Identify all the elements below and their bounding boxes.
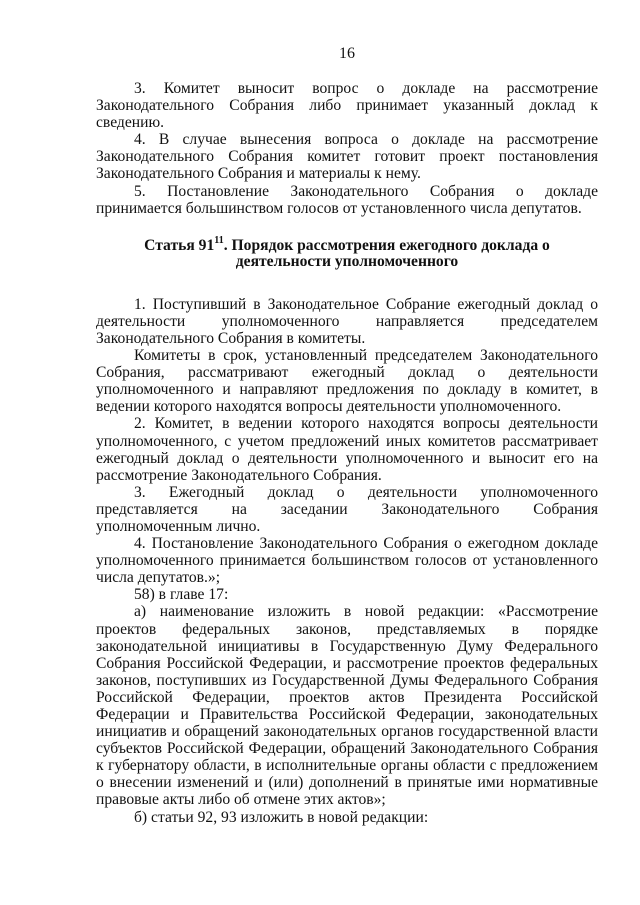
paragraph: 4. В случае вынесения вопроса о докладе на рассмотрение Законодательного Собрания комитет готовит проект постановления Законодательного Собрания и материалы к нему. <box>96 131 598 183</box>
paragraph: 3. Комитет выносит вопрос о докладе на рассмотрение Законодательного Собрания либо принимает указанный доклад к сведению. <box>96 80 598 132</box>
article-heading-title-line2: деятельности уполномоченного <box>235 252 459 270</box>
article-heading-title-line1: . Порядок рассмотрения ежегодного доклада о <box>223 236 550 254</box>
paragraph: 3. Ежегодный доклад о деятельности уполномоченного представляется на заседании Законодательного Собрания уполномоченным лично. <box>96 483 598 535</box>
article-heading-superscript: 11 <box>214 234 224 246</box>
paragraph: 1. Поступивший в Законодательное Собрание ежегодный доклад о деятельности уполномоченного направляется председателем Законодательного Собрания в комитеты. <box>96 295 598 347</box>
paragraph: 58) в главе 17: <box>134 586 229 604</box>
paragraph: б) статьи 92, 93 изложить в новой редакции: <box>134 808 429 826</box>
paragraph: 2. Комитет, в ведении которого находятся вопросы деятельности уполномоченного, с учетом предложений иных комитетов рассматривает ежегодный доклад о деятельности уполномоченного и выносит его на рассмотрение Законодательного Собрания. <box>96 415 598 484</box>
article-heading-prefix: Статья 91 <box>144 236 215 254</box>
article-heading <box>96 234 598 270</box>
paragraph: 4. Постановление Законодательного Собрания о ежегодном докладе уполномоченного принимается большинством голосов от установленного числа депутатов.»; <box>96 535 598 587</box>
document-body <box>96 80 598 826</box>
paragraph: а) наименование изложить в новой редакции: «Рассмотрение проектов федеральных законов, представляемых в порядке законодательной инициативы в Государственную Думу Федерального Собрания Российской Федерации, и рассмотрение проектов федеральных законов, поступивших из Государственной Думы Федерального Собрания Российской Федерации, проектов актов Президента Российской Федерации и Правительства Российской Федерации, законодательных инициатив и обращений законодательных органов государственной власти субъектов Российской Федерации, обращений Законодательного Собрания к губернатору области, в исполнительные органы области с предложением о внесении изменений и (или) дополнений в принятые ими нормативные правовые акты либо об отмене этих актов»; <box>96 603 598 809</box>
paragraph: 5. Постановление Законодательного Собрания о докладе принимается большинством голосов от установленного числа депутатов. <box>96 182 598 217</box>
page-number: 16 <box>339 45 355 62</box>
paragraph: Комитеты в срок, установленный председателем Законодательного Собрания, рассматривают ежегодный доклад о деятельности уполномоченного и направляют предложения по докладу в комитет, в ведении которого находятся вопросы деятельности уполномоченного. <box>96 347 598 416</box>
